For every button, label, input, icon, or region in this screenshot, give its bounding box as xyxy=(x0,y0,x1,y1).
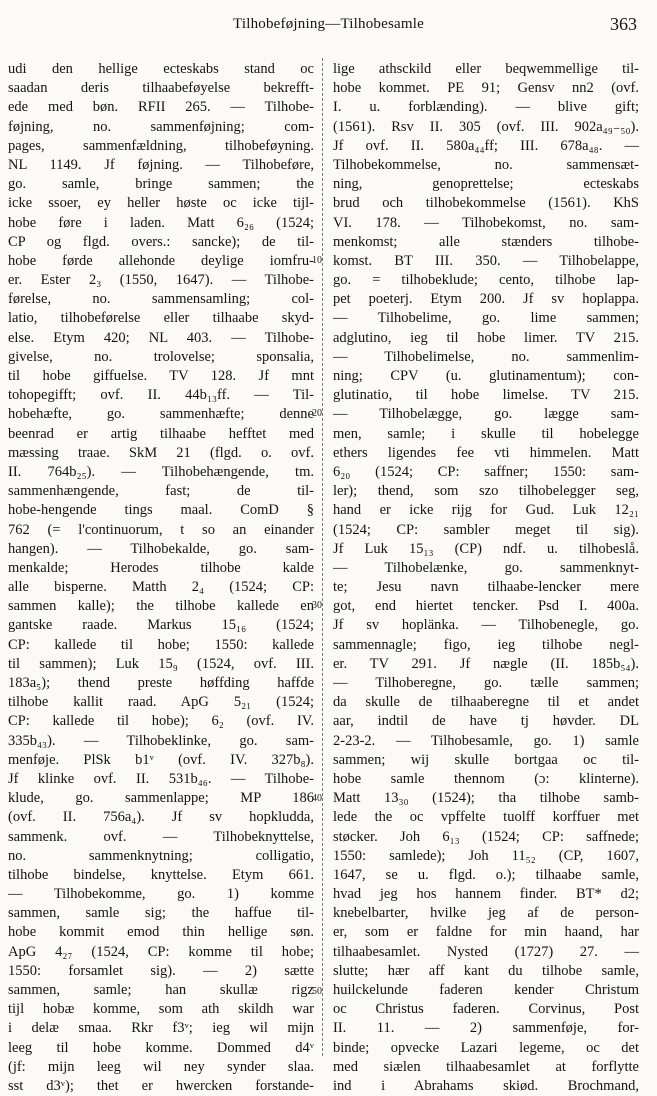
text-line: else. Etym 420; NL 403. — Tilhobe- xyxy=(8,329,314,346)
text-line: Jf sv hoplänka. — Tilhobenegle, go. xyxy=(333,617,639,634)
text-line: er, som er faldne for min haand, har xyxy=(333,924,639,941)
text-line: 2-23-2. — Tilhobesamle, go. 1) samle xyxy=(333,732,639,749)
text-line: menføje. PlSk b1ᵛ (ovf. IV. 327b₈). xyxy=(8,751,314,768)
text-line: icke ssoer, ey heller høste oc icke tijl- xyxy=(8,195,314,212)
text-line: er. TV 291. Jf nægle (II. 185b₅₄). xyxy=(333,655,639,672)
text-line: leeg til hobe komme. Dommed d4ᵛ xyxy=(8,1039,314,1056)
text-line: sammen, samle sig; the haffue til- xyxy=(8,905,314,922)
text-line: i delæ smaa. Rkr f3ᵛ; ieg wil mijn xyxy=(8,1020,314,1037)
right-column xyxy=(333,60,639,1094)
text-line: (jf: mijn leeg wil ney synder slaa. xyxy=(8,1058,314,1075)
text-line: huilckelunde faderen kender Christum xyxy=(333,982,639,998)
text-line: 183a₅); thend preste høffding haffde xyxy=(8,675,314,691)
text-line: hobehæfte, go. sammenhæfte; denne xyxy=(8,406,314,423)
text-line: pet poeterj. Etym 200. Jf sv hoplappa. xyxy=(333,291,639,308)
text-line: go. = tilhobeklude; cento, tilhobe lap- xyxy=(333,272,639,289)
text-line: II. 764b₂₅). — Tilhobehængende, tm. xyxy=(8,463,314,480)
text-line: lige athsckild eller beqwemmellige til- xyxy=(333,61,639,77)
text-line: — Tilhobelægge, go. lægge sam- xyxy=(333,406,639,423)
line-number-50: 50 xyxy=(312,986,322,997)
text-line: — Tilhobelimelse, no. sammenlim- xyxy=(333,348,639,365)
text-line: mæssing traae. SkM 21 (flgd. o. ovf. xyxy=(8,444,314,461)
text-line: hobe kommit emod thin hellige søn. xyxy=(8,924,314,941)
text-line: got, end hiertet tencker. Psd I. 400a. xyxy=(333,598,639,615)
text-line: CP og flgd. overs.: sancke); de til- xyxy=(8,233,314,250)
text-line: hobe-hengende tings maal. ComD § xyxy=(8,502,314,519)
text-line: 762 (= l'continuorum, t so an einander xyxy=(8,521,314,538)
text-line: Tilhobekommelse, no. sammensæt- xyxy=(333,156,639,173)
text-line: tijl hobæ komme, som ath skildh war xyxy=(8,1001,314,1018)
text-line: sammenk. ovf. — Tilhobeknyttelse, xyxy=(8,828,314,845)
text-line: Jf Luk 15₁₃ (CP) ndf. u. tilhobeslå. xyxy=(333,540,639,557)
line-number-40: 40 xyxy=(312,793,322,804)
text-line: adglutino, ieg til hobe limer. TV 215. xyxy=(333,329,639,346)
text-line: hobe kommet. PE 91; Gensv nn2 (ovf. xyxy=(333,80,639,97)
text-line: beenrad er artig tilhaabe hefftet med xyxy=(8,425,314,442)
text-line: pages, sammenfældning, tilhobeføyning. xyxy=(8,137,314,154)
text-line: ApG 4₂₇ (1524, CP: komme til hobe; xyxy=(8,943,314,960)
left-column xyxy=(8,60,314,1094)
text-line: lede the oc vpffelte tuolff korffuer met xyxy=(333,809,639,826)
text-line: — Tilhobelime, go. lime sammen; xyxy=(333,310,639,327)
text-line: med siælen tilhaabesamlet at forflytte xyxy=(333,1058,639,1075)
text-line: — Tilhobelænke, go. sammenknyt- xyxy=(333,559,639,576)
text-line: tilhobe kallit raad. ApG 5₂₁ (1524; xyxy=(8,694,314,711)
text-line: ede med bøn. RFII 265. — Tilhobe- xyxy=(8,99,314,116)
text-line: sammenhængende, fast; de til- xyxy=(8,483,314,500)
text-line: er. Ester 2₃ (1550, 1647). — Tilhobe- xyxy=(8,272,314,289)
line-number-20: 20 xyxy=(312,408,322,419)
text-line: aar, indtil de have tj høvder. DL xyxy=(333,713,639,730)
text-line: tilhaabesamlet. Nysted (1727) 27. — xyxy=(333,943,639,960)
text-line: hand er icke rijg for Gud. Luk 12₂₁ xyxy=(333,502,639,519)
text-line: II. 11. — 2) sammenføje, for- xyxy=(333,1020,639,1037)
text-line: 1647, se u. flgd. o.); tilhaabe samle, xyxy=(333,866,639,883)
text-line: 1550: samlede); Joh 11₅₂ (CP, 1607, xyxy=(333,847,639,864)
text-line: knebelbarter, hvilke jeg af de person- xyxy=(333,905,639,922)
page-number: 363 xyxy=(610,14,637,34)
text-line: te; Jesu navn tilhaabe-lencker mere xyxy=(333,579,639,596)
text-line: udi den hellige ecteskabs stand oc xyxy=(8,61,314,77)
text-line: glutinatio, til hobe limelse. TV 215. xyxy=(333,387,639,404)
text-line: menkalde; Herodes tilhobe kalde xyxy=(8,559,314,576)
text-line: CP: kallede til hobe; 1550: kallede xyxy=(8,636,314,653)
text-line: gantske raade. Markus 15₁₆ (1524; xyxy=(8,617,314,634)
text-line: saadan deris tilhaabeføyelse bekrefft- xyxy=(8,80,314,97)
text-line: go. samle, bringe sammen; the xyxy=(8,176,314,193)
text-line: komst. BT III. 350. — Tilhobelappe, xyxy=(333,252,639,269)
text-line: ning, genoprettelse; ecteskabs xyxy=(333,176,639,193)
text-line: klude, go. sammenlappe; MP 186 xyxy=(8,790,314,807)
text-line: hobe samle thennom (ɔ: klinterne). xyxy=(333,770,639,787)
text-line: latio, tilhobeførelse eller tilhaabe skyd- xyxy=(8,310,314,327)
text-line: sammen; wij skulle bortgaa oc til- xyxy=(333,751,639,768)
text-line: sst d3ᵛ); thet er hwercken forstande- xyxy=(8,1077,314,1094)
text-line: (1561). Rsv II. 305 (ovf. III. 902a₄₉₋₅₀). xyxy=(333,118,639,135)
text-line: til hobe giffuelse. TV 128. Jf mnt xyxy=(8,368,314,384)
text-line: hobe førde allehonde deylige iomfru- xyxy=(8,252,314,269)
running-head xyxy=(0,14,657,38)
text-line: alle bisperne. Matth 2₄ (1524; CP: xyxy=(8,579,314,596)
running-head-title: Tilhobeføjning—Tilhobesamle xyxy=(233,16,424,32)
text-line: — Tilhoberegne, go. tælle sammen; xyxy=(333,675,639,691)
text-line: sammen, samle; han skullæ rigz xyxy=(8,982,314,998)
column-divider xyxy=(322,58,323,1056)
text-line: menkomst; alle stænders tilhobe- xyxy=(333,233,639,250)
text-line: — Tilhobekomme, go. 1) komme xyxy=(8,886,314,903)
text-line: til sammen); Luk 15₉ (1524, ovf. III. xyxy=(8,655,314,672)
text-line: Matt 13₃₀ (1524); tha tilhobe samb- xyxy=(333,790,639,807)
text-line: føjning, no. sammenføjning; com- xyxy=(8,118,314,135)
text-line: NL 1149. Jf føjning. — Tilhobeføre, xyxy=(8,156,314,173)
text-line: CP: kallede til hobe); 6₂ (ovf. IV. xyxy=(8,713,314,730)
text-line: (ovf. II. 756a₄). Jf sv hopkludda, xyxy=(8,809,314,826)
text-line: tohopegifft; ovf. II. 44b₁₃ff. — Til- xyxy=(8,387,314,404)
text-line: givelse, no. trolovelse; sponsalia, xyxy=(8,348,314,365)
line-number-30: 30 xyxy=(312,600,322,611)
text-line: støcker. Joh 6₁₃ (1524; CP: saffnede; xyxy=(333,828,639,845)
text-line: Jf klinke ovf. II. 531b₄₆. — Tilhobe- xyxy=(8,770,314,787)
text-line: hobe føre i laden. Matt 6₂₆ (1524; xyxy=(8,214,314,231)
text-line: Jf ovf. II. 580a₄₄ff; III. 678a₄₈. — xyxy=(333,137,639,154)
text-line: binde; opvecke Lazari legeme, oc det xyxy=(333,1039,639,1056)
text-line: 335b₄₃). — Tilhobeklinke, go. sam- xyxy=(8,732,314,749)
text-line: VI. 178. — Tilhobekomst, no. sam- xyxy=(333,214,639,231)
text-line: I. u. forblænding). — blive gift; xyxy=(333,99,639,116)
text-line: førelse, no. sammensamling; col- xyxy=(8,291,314,308)
text-line: hvad jeg hos hannem finder. BT* d2; xyxy=(333,886,639,903)
text-line: da skulle de tilhaaberegne til et andet xyxy=(333,694,639,711)
text-line: tilhobe bindelse, knyttelse. Etym 661. xyxy=(8,866,314,883)
text-line: slutte; hær aff kant du tilhobe samle, xyxy=(333,962,639,979)
text-line: ind i Abrahams skiød. Brochmand, xyxy=(333,1077,639,1094)
text-line: no. sammenknytning; colligatio, xyxy=(8,847,314,864)
text-line: 6₂₀ (1524; CP: saffner; 1550: sam- xyxy=(333,463,639,480)
text-line: sammennagle; figo, ieg tilhobe negl- xyxy=(333,636,639,653)
text-line: ethers ligendes fee vti himmelen. Matt xyxy=(333,444,639,461)
text-line: men, samle; i skulle til hobelegge xyxy=(333,425,639,442)
text-line: (1524; CP: sambler meget til sig). xyxy=(333,521,639,538)
text-line: hangen). — Tilhobekalde, go. sam- xyxy=(8,540,314,557)
text-line: sammen kalle); the tilhobe kallede en xyxy=(8,598,314,615)
text-line: 1550: forsamlet sig). — 2) sætte xyxy=(8,962,314,979)
text-line: oc Christus faderen. Corvinus, Post xyxy=(333,1001,639,1018)
text-line: ning; CPV (u. glutinamentum); con- xyxy=(333,368,639,384)
text-line: brud och tilhobekommelse (1561). KhS xyxy=(333,195,639,212)
line-number-10: 10 xyxy=(312,255,322,266)
text-line: ler); thend, som szo tilhobelegger seg, xyxy=(333,483,639,500)
